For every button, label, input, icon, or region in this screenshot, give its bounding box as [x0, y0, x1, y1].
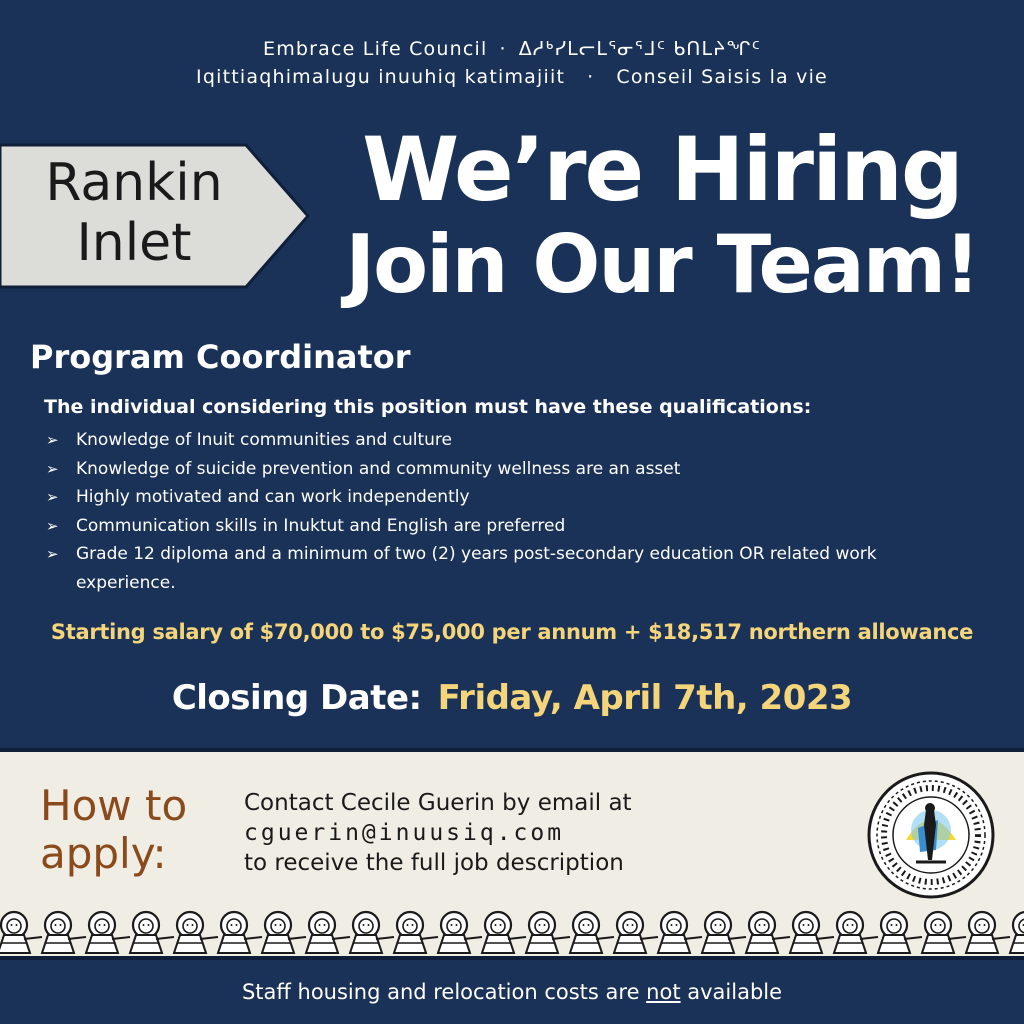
qualification-text: Knowledge of Inuit communities and culture — [76, 430, 452, 450]
arrow-bullet-icon: ➢ — [46, 431, 59, 449]
salary-statement: Starting salary of $70,000 to $75,000 per annum + $18,517 northern allowance — [50, 620, 974, 644]
footer-text-end: available — [680, 980, 783, 1004]
org-name-inuinnaqtun: Iqittiaqhimalugu inuuhiq katimajiit — [196, 66, 566, 88]
org-name-french: Conseil Saisis la vie — [616, 66, 828, 88]
footer-text-start: Staff housing and relocation costs are — [241, 980, 647, 1004]
qualification-text: Grade 12 diploma and a minimum of two (2) years post-secondary education OR related work experience. — [76, 544, 877, 593]
closing-date-value: Friday, April 7th, 2023 — [437, 678, 853, 718]
org-name-line-2 — [0, 66, 1024, 88]
list-item — [44, 426, 896, 455]
apply-description-line: to receive the full job description — [244, 850, 624, 876]
list-item — [44, 455, 896, 484]
arrow-bullet-icon: ➢ — [46, 459, 59, 478]
org-name-line-1 — [0, 38, 1024, 60]
apply-heading-line-2: apply: — [40, 829, 167, 878]
embrace-life-council-logo-icon — [866, 770, 996, 900]
footer-text — [0, 980, 1024, 1004]
closing-date-line — [0, 678, 1024, 718]
headline-join-team: Join Our Team! — [345, 218, 979, 311]
apply-contact-line: Contact Cecile Guerin by email at — [244, 790, 632, 816]
closing-date-label: Closing Date: — [171, 678, 422, 718]
list-item — [44, 540, 896, 597]
footer-notice — [0, 956, 1024, 1024]
how-to-apply-heading — [40, 782, 230, 878]
headline-hiring: We’re Hiring — [362, 118, 962, 221]
qualification-text: Communication skills in Inuktut and English are preferred — [76, 515, 566, 536]
qualification-text: Knowledge of suicide prevention and community wellness are an asset — [76, 458, 681, 479]
location-line-2: Inlet — [76, 213, 192, 273]
separator-dot: · — [587, 66, 595, 88]
org-name-english: Embrace Life Council — [263, 38, 488, 60]
qualifications-intro: The individual considering this position must have these qualifications: — [44, 396, 812, 418]
apply-heading-line-1: How to — [40, 781, 188, 830]
location-name — [0, 153, 268, 273]
location-line-1: Rankin — [45, 153, 223, 213]
apply-instructions — [244, 788, 632, 878]
inuit-figures-border-icon — [0, 902, 1024, 956]
qualification-text: Highly motivated and can work independently — [76, 487, 470, 507]
list-item — [44, 512, 896, 541]
arrow-bullet-icon: ➢ — [46, 545, 59, 563]
inuit-figures-border — [0, 902, 1024, 956]
location-tag — [0, 143, 312, 289]
qualifications-list — [44, 426, 896, 597]
job-title: Program Coordinator — [30, 338, 411, 376]
list-item — [44, 483, 896, 512]
contact-email-link[interactable]: cguerin@inuusiq.com — [244, 820, 565, 846]
separator-dot: · — [499, 38, 507, 60]
arrow-bullet-icon: ➢ — [46, 488, 59, 506]
arrow-bullet-icon: ➢ — [46, 516, 59, 535]
org-name-syllabics: ᐃᓱᒃᓯᒪᓕᒪᕐᓂᕐᒧᑦ ᑲᑎᒪᔨᖏᑦ — [518, 38, 761, 60]
how-to-apply-section — [0, 748, 1024, 906]
footer-text-emphasis: not — [646, 980, 681, 1004]
